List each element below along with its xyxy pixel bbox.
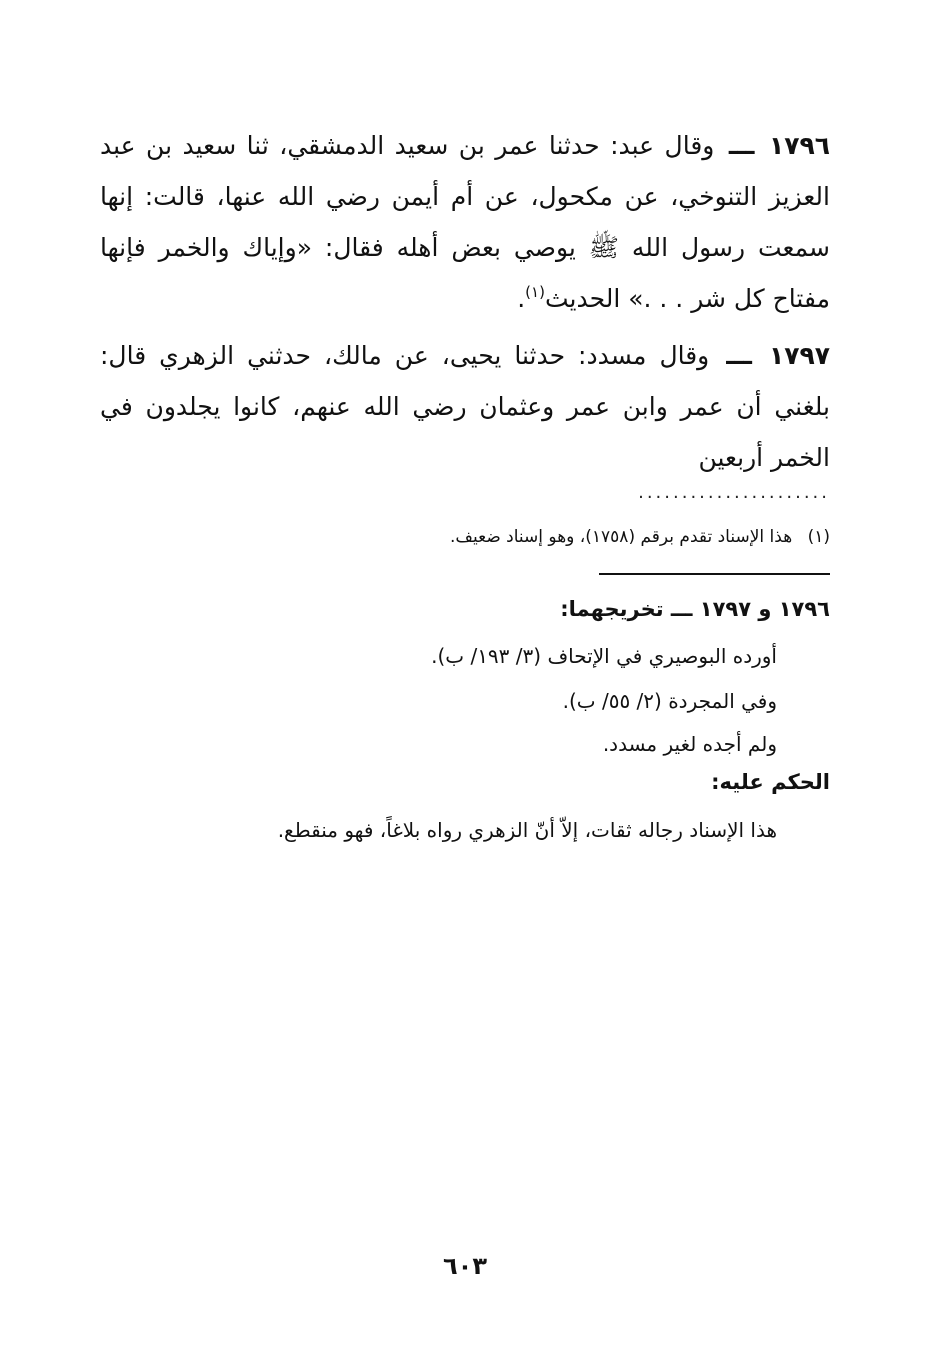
hadith-text: وقال مسدد: حدثنا يحيى، عن مالك، حدثني الزهري قال: بلغني أن عمر وابن عمر وعثمان رضي الله عنهم، كانوا يجلدون في الخمر أربعين [100,341,830,472]
hadith-number: ١٧٩٦ [768,131,831,160]
footnote-reference[interactable]: (١) [525,283,545,301]
footnote [450,522,830,552]
takhrij-line: ولم أجده لغير مسدد. [602,732,777,756]
hadith-dash: ـــ [728,131,755,160]
hadith-end-mark: . [517,284,526,313]
takhrij-heading: ١٧٩٦ و ١٧٩٧ ـــ تخريجهما: [560,597,830,621]
hadith-1796 [100,120,830,328]
hadith-dash: ـــ [726,341,752,370]
takhrij-line: أورده البوصيري في الإتحاف (٣/ ١٩٣/ ب). [431,644,777,668]
takhrij-line: وفي المجردة (٢/ ٥٥/ ب). [562,689,777,713]
hadith-number: ١٧٩٧ [768,341,831,370]
hukm-text: هذا الإسناد رجاله ثقات، إلاّ أنّ الزهري رواه بلاغاً، فهو منقطع. [277,818,777,842]
page-number: ٦٠٣ [443,1252,487,1280]
footnote-text: هذا الإسناد تقدم برقم (١٧٥٨)، وهو إسناد ضعيف. [450,527,793,547]
footnote-marker: (١) [807,527,830,547]
footnote-separator: ...................... [638,482,830,503]
section-divider [599,573,830,575]
hadith-text: وقال عبد: حدثنا عمر بن سعيد الدمشقي، ثنا سعيد بن عبد العزيز التنوخي، عن مكحول، عن أم أيمن رضي الله عنها، قالت: إنها سمعت رسول الله ﷺ يوصي بعض أهله فقال: «وإياك والخمر فإنها مفتاح كل شر . . .» الحديث [100,131,830,313]
hukm-heading: الحكم عليه: [711,770,830,794]
hadith-1797 [100,330,830,483]
